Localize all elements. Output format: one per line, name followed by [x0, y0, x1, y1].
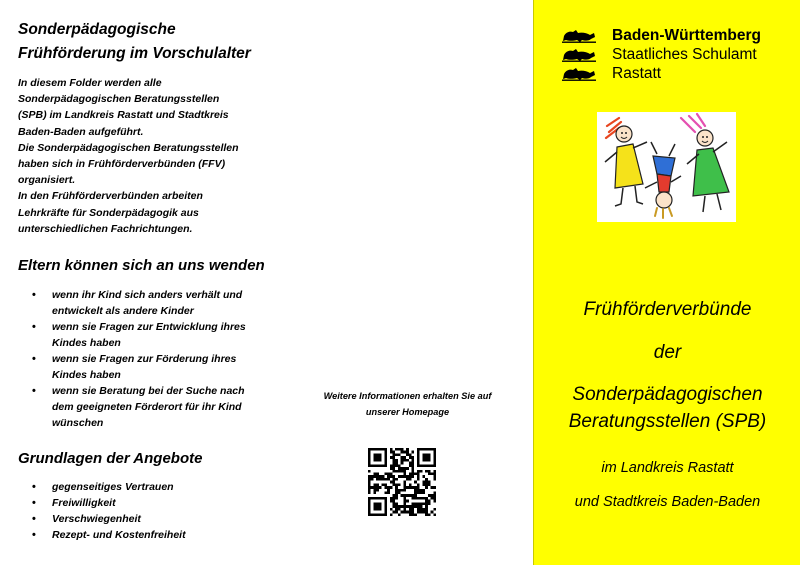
cover-title: der: [653, 342, 682, 363]
cover-title: Beratungsstellen (SPB): [568, 411, 767, 432]
intro-line: Die Sonderpädagogischen Beratungsstellen: [18, 141, 239, 154]
list-item-line: Kindes haben: [52, 369, 121, 381]
qr-code-icon[interactable]: [368, 448, 436, 516]
list-item: [20, 319, 270, 351]
cover-title: Sonderpädagogischen: [572, 384, 763, 405]
list-item: • Verschwiegenheit: [20, 511, 270, 527]
intro-line: haben sich in Frühförderverbünden (FFV): [18, 158, 226, 171]
list-item-line: • wenn sie Beratung bei der Suche nach: [52, 385, 245, 397]
three-lions-icon: [560, 26, 598, 84]
more-info-line: unserer Homepage: [365, 406, 450, 417]
intro-line: (SPB) im Landkreis Rastatt und Stadtkreis: [18, 109, 229, 122]
list-item: [20, 351, 270, 383]
intro-line: In den Frühförderverbünden arbeiten: [18, 190, 203, 203]
cover-title: Frühförderverbünde: [583, 299, 752, 320]
brand-name: Baden-Württemberg: [612, 27, 761, 44]
cover-subtitle: und Stadtkreis Baden-Baden: [574, 494, 761, 510]
title-line: Frühförderung im Vorschulalter: [18, 45, 251, 62]
list-item-line: • wenn sie Fragen zur Förderung ihres: [52, 353, 237, 365]
list-item: [20, 287, 270, 319]
more-info-line: Weitere Informationen erhalten Sie auf: [323, 391, 492, 401]
list-item: • Freiwilligkeit: [20, 495, 270, 511]
basis-heading: Grundlagen der Angebote: [18, 450, 203, 467]
contact-heading: Eltern können sich an uns wenden: [18, 257, 265, 274]
intro-line: Baden-Baden aufgeführt.: [18, 125, 144, 138]
list-item-line: dem geeigneten Förderort für ihr Kind: [52, 401, 242, 413]
title-line: Sonderpädagogische: [18, 21, 176, 38]
list-item-line: Kindes haben: [52, 337, 121, 349]
list-item-line: • wenn sie Fragen zur Entwicklung ihres: [52, 321, 246, 333]
cover-subtitle: im Landkreis Rastatt: [601, 460, 734, 476]
brand-subtitle: Staatliches Schulamt: [612, 46, 757, 63]
playing-children-illustration: [597, 112, 736, 222]
basis-list: [20, 479, 270, 543]
list-item-line: wünschen: [52, 417, 104, 429]
middle-panel: [282, 0, 533, 565]
list-item: • Rezept- und Kostenfreiheit: [20, 527, 270, 543]
list-item: • gegenseitiges Vertrauen: [20, 479, 270, 495]
intro-line: Sonderpädagogischen Beratungsstellen: [18, 93, 220, 106]
list-item-line: entwickelt als andere Kinder: [52, 305, 194, 317]
contact-list: [20, 287, 270, 431]
page-title: [18, 18, 251, 66]
left-panel: [0, 0, 282, 565]
cover-panel: [533, 0, 800, 565]
intro-line: unterschiedlichen Fachrichtungen.: [18, 222, 193, 235]
list-item-line: • wenn ihr Kind sich anders verhält und: [52, 289, 243, 301]
intro-line: In diesem Folder werden alle: [18, 77, 162, 89]
brand-subtitle: Rastatt: [612, 65, 662, 82]
brand-logo: [556, 26, 796, 86]
more-info-text: [282, 389, 533, 420]
list-item: [20, 383, 270, 431]
intro-paragraph: [18, 75, 280, 237]
intro-line: Lehrkräfte für Sonderpädagogik aus: [18, 206, 199, 219]
intro-line: organisiert.: [18, 174, 76, 187]
